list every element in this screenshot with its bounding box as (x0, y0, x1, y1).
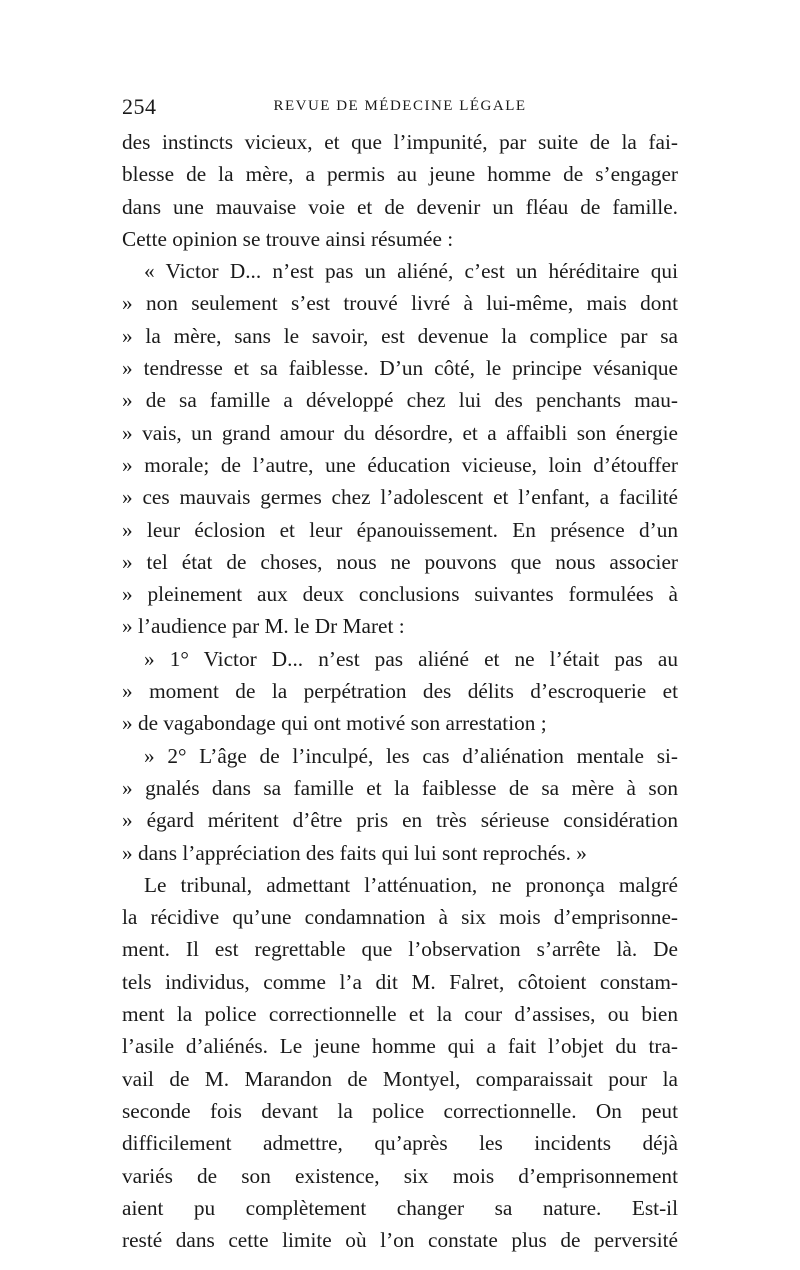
page-number: 254 (122, 94, 157, 119)
text-line: » l’audience par M. le Dr Maret : (122, 614, 405, 639)
text-line: » 1° Victor D... n’est pas aliéné et ne l’était pas au (144, 646, 678, 671)
text-line: » leur éclosion et leur épanouissement. En présence d’un (122, 517, 678, 542)
text-line: resté dans cette limite où l’on constate plus de perversité (122, 1228, 678, 1253)
text-line: » de sa famille a développé chez lui des penchants mau- (122, 388, 678, 413)
text-line: » vais, un grand amour du désordre, et a affaibli son énergie (122, 420, 678, 445)
body-text (122, 126, 678, 1256)
text-line: « Victor D... n’est pas un aliéné, c’est un héréditaire qui (144, 259, 678, 284)
text-line: blesse de la mère, a permis au jeune homme de s’engager (122, 162, 678, 187)
text-line: » morale; de l’autre, une éducation vicieuse, loin d’étouffer (122, 452, 678, 477)
running-title: REVUE DE MÉDECINE LÉGALE (273, 98, 527, 114)
page-header (122, 94, 678, 120)
text-line: Le tribunal, admettant l’atténuation, ne prononça malgré (144, 872, 678, 897)
text-line: » égard méritent d’être pris en très sérieuse considération (122, 808, 678, 833)
text-line: tels individus, comme l’a dit M. Falret, côtoient constam- (122, 969, 678, 994)
text-line: » tel état de choses, nous ne pouvons que nous associer (122, 549, 678, 574)
text-line: seconde fois devant la police correctionnelle. On peut (122, 1098, 678, 1123)
text-line: vail de M. Marandon de Montyel, comparaissait pour la (122, 1066, 678, 1091)
text-line: ment. Il est regrettable que l’observation s’arrête là. De (122, 937, 678, 962)
text-line: » de vagabondage qui ont motivé son arrestation ; (122, 711, 547, 736)
text-line: des instincts vicieux, et que l’impunité, par suite de la fai- (122, 130, 678, 154)
text-line: » moment de la perpétration des délits d’escroquerie et (122, 679, 678, 704)
text-line: » dans l’appréciation des faits qui lui sont reprochés. » (122, 840, 587, 865)
text-line: aient pu complètement changer sa nature. Est-il (122, 1195, 678, 1220)
text-line: variés de son existence, six mois d’emprisonnement (122, 1163, 678, 1188)
text-line: » tendresse et sa faiblesse. D’un côté, le principe vésanique (122, 356, 678, 381)
text-line: » non seulement s’est trouvé livré à lui-même, mais dont (122, 291, 678, 316)
text-line: ment la police correctionnelle et la cour d’assises, ou bien (122, 1002, 678, 1027)
text-line: » gnalés dans sa famille et la faiblesse de sa mère à son (122, 775, 678, 800)
text-line: Cette opinion se trouve ainsi résumée : (122, 226, 454, 251)
text-line: dans une mauvaise voie et de devenir un fléau de famille. (122, 194, 678, 219)
text-line: » ces mauvais germes chez l’adolescent et l’enfant, a facilité (122, 485, 678, 510)
text-line: l’asile d’aliénés. Le jeune homme qui a fait l’objet du tra- (122, 1034, 678, 1059)
text-line: » la mère, sans le savoir, est devenue la complice par sa (122, 323, 678, 348)
text-line: » pleinement aux deux conclusions suivantes formulées à (122, 582, 678, 607)
text-line: la récidive qu’une condamnation à six mois d’emprisonne- (122, 905, 678, 930)
text-line: » 2° L’âge de l’inculpé, les cas d’aliénation mentale si- (144, 743, 678, 768)
text-line: difficilement admettre, qu’après les incidents déjà (122, 1131, 678, 1156)
